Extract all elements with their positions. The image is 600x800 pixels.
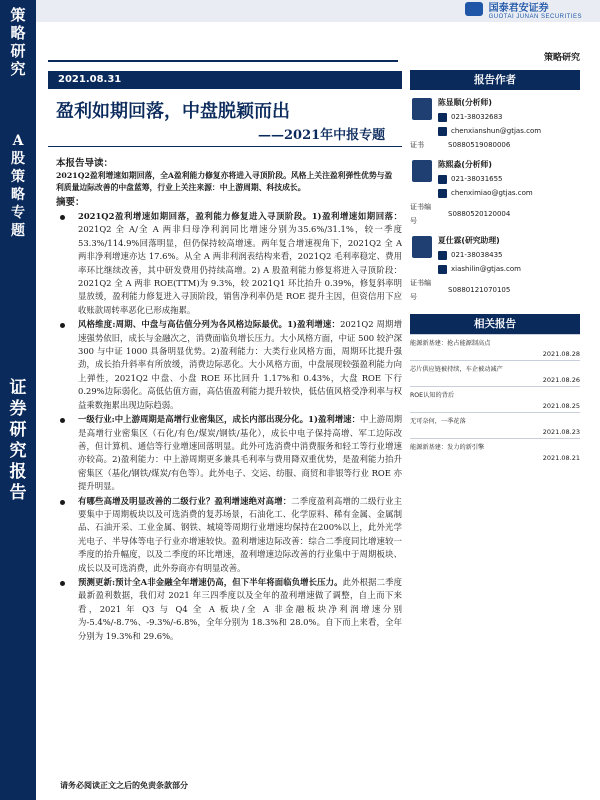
related-report-title[interactable]: 芯片供应链被持续，车企被动减产 xyxy=(410,366,503,373)
phone-icon xyxy=(438,251,447,260)
guide-text: 2021Q2盈利增速如期回落，全A盈利能力修复亦将进入寻顶阶段。风格上关注盈利弹性优势与盈利质量边际改善的中盘蓝筹，行业上关注来源：中上游周期、科技成长。 xyxy=(56,171,393,192)
related-report-title[interactable]: 能源新基建：抢占能源制高点 xyxy=(410,340,491,347)
report-date: 2021.08.31 xyxy=(48,71,402,89)
related-report[interactable] xyxy=(410,360,580,386)
cert-number: S0880520120004 xyxy=(448,210,511,218)
sidebar-label-bottom: 证 券 研 究 报 告 xyxy=(9,378,27,503)
related-report-date: 2021.08.23 xyxy=(542,428,580,436)
analyst-phone: 021-38031655 xyxy=(451,175,503,183)
item-heading: 一级行业:中上游周期是高增行业密集区，成长内部出现分化。1)盈利增速： xyxy=(78,414,360,425)
abstract-list xyxy=(54,210,402,644)
page-title: 盈利如期回落，中盘脱颖而出 xyxy=(56,101,290,122)
phone-icon xyxy=(438,175,447,184)
item-text: 中上游周期是高增行业密集区（石化/有色/煤炭/钢铁/基化），成长中电子保持高增、军工边际改善，但计算机、通信等行业增速回落明显。此外可选消费中消费服务和轻工等行业增速亦较高。2)盈利能力：中上游周期更多兼具毛利率与费用降双重优势，是盈利能力抬升密集区（基化/钢铁/煤炭/有色等）。此外电子、交运、纺服、商贸和非银等行业 ROE 亦提升明显。 xyxy=(78,414,402,492)
right-column xyxy=(410,70,580,464)
analyst-card xyxy=(410,158,580,228)
guide-label: 本报告导读： xyxy=(56,158,114,169)
analyst-phone: 021-38032683 xyxy=(451,113,503,121)
email-icon xyxy=(438,189,447,198)
email-icon xyxy=(438,127,447,136)
abstract-label: 摘要： xyxy=(56,197,85,208)
avatar xyxy=(412,236,432,258)
related-report-date: 2021.08.28 xyxy=(542,350,580,358)
divider xyxy=(48,146,402,147)
analyst-name: 陈显顺(分析师) xyxy=(438,98,492,107)
cert-number: S0880519080006 xyxy=(448,141,511,149)
cert-number: S0880121070105 xyxy=(448,286,511,294)
item-text: 2021Q2 全 A/全 A 两非归母净利润同比增速分别为35.6%/31.1%，较一季度 53.3%/114.9%回落明显，但仍保持较高增速。两年复合增速视角下，2021Q2 全 A 两非净利增速亦达 17.6%。从全 A 两非利润表结构来看，2021Q2 毛利率稳定、费用率环比继续改善，其中研发费用仍持续高增。2) A 股盈利能力修复将进入寻顶阶段：2021Q2 全 A 两非 ROE(TTM)为 9.3%，较 2021Q1 环比抬升 0.39%，修复斜率明显放缓，盈利能力修复进入寻顶阶段，销售净利率仍是 ROE 提升主因，但资信用下应收账款周转率恶化已形成拖累。 xyxy=(78,224,402,315)
analyst-email[interactable]: chenximiao@gtjas.com xyxy=(451,189,533,197)
abstract-item xyxy=(54,210,402,317)
abstract-item xyxy=(54,495,402,575)
item-text: 2021Q2 周期增速强势依旧，成长与金融次之，消费面临负增长压力。大小风格方面，中证 500 较沪深 300 与中证 1000 具备明显优势。2)盈利能力：大类行业风格方面，周期环比提升强劲，成长抬升斜率有所放缓，消费边际恶化。大小风格方面，中盘展现较强盈利能力向上弹性，2021Q2 中盘、小盘 ROE 环比回升 1.17%和 0.43%，大盘 ROE 下行 0.29%边际弱化。高低估值方面，高估值盈利能力提升较快，低估值风格受净利率与权益乘数拖累出现边际趋弱。 xyxy=(78,319,403,410)
related-report-title[interactable]: 能源新基建：发力的新引擎 xyxy=(410,444,485,451)
email-icon xyxy=(438,265,447,274)
analyst-name: 陈熙淼(分析师) xyxy=(438,160,492,169)
analyst-phone: 021-38038435 xyxy=(451,251,503,259)
related-report-title[interactable]: ROE认知的背后 xyxy=(410,392,455,399)
cert-label: 证书编号 xyxy=(410,203,431,225)
related-report-date: 2021.08.21 xyxy=(542,454,580,462)
analyst-email[interactable]: chenxianshun@gtjas.com xyxy=(451,127,542,135)
sidebar-label-top: 策 略 研 究 xyxy=(10,6,26,78)
abstract-item xyxy=(54,318,402,412)
related-header: 相关报告 xyxy=(410,314,580,334)
related-report[interactable] xyxy=(410,334,580,360)
item-heading: 预测更新:预计全A非金融全年增速仍高，但下半年将面临负增长压力。 xyxy=(78,576,343,587)
abstract-item xyxy=(54,576,402,643)
analyst-card xyxy=(410,96,580,152)
authors-header: 报告作者 xyxy=(410,70,580,90)
bullet-icon xyxy=(60,500,65,505)
cert-label: 证书编号 xyxy=(410,279,431,301)
brand-name-cn: 国泰君安证券 xyxy=(488,2,549,14)
section-tag: 策略研究 xyxy=(543,53,580,63)
brand-name-en: GUOTAI JUNAN SECURITIES xyxy=(488,13,582,20)
analyst-email[interactable]: xiashilin@gtjas.com xyxy=(451,265,521,273)
item-heading: 2021Q2盈利增速如期回落，盈利能力修复进入寻顶阶段。1)盈利增速如期回落： xyxy=(78,211,402,221)
disclaimer: 请务必阅读正文之后的免责条款部分 xyxy=(60,781,188,790)
item-heading: 风格维度:周期、中盘与高估值分列为各风格边际最优。1)盈利增速： xyxy=(78,319,341,330)
analyst-name: 夏仕霖(研究助理) xyxy=(438,236,500,245)
abstract-item xyxy=(54,413,402,493)
item-text: 二季度盈利高增的二级行业主要集中于周期板块以及可选消费的复苏场景，石油化工、化学原料、稀有金属、金属制品、石油开采、工业金属、钢铁、城境等周期行业增速均保持在200%以上，此外光学光电子、半导体等电子行业亦增速较快。盈利增速边际改善：综合二季度同比增速较一季度的抬升幅度，以及二季度的环比增速，盈利增速边际改善的行业集中于周期板块、成长以及可选消费，此外券商亦有明显改善。 xyxy=(78,495,403,573)
header-bar xyxy=(36,0,600,22)
avatar xyxy=(412,98,432,120)
bullet-icon xyxy=(60,215,65,220)
logo-icon xyxy=(465,2,483,16)
analyst-card xyxy=(410,234,580,304)
related-report-date: 2021.08.25 xyxy=(542,402,580,410)
bullet-icon xyxy=(60,323,65,328)
related-report-title[interactable]: 无可奈何，一季花落 xyxy=(410,418,466,425)
related-reports xyxy=(410,314,580,464)
divider xyxy=(48,60,398,62)
item-text: 此外根据二季度最新盈利数据，我们对 2021 年三四季度以及全年的盈利增速做了调整，自上而下来看，2021 年 Q3 与 Q4 全 A 板块/全 A 非金融板块净利润增速分别为-5.4%/-8.7%、-9.3%/-6.8%，全年分别为 18.3%和 28.0%。自下而上来看，全年分别为 19.3%和 29.6%。 xyxy=(78,576,402,641)
sidebar xyxy=(0,0,36,800)
related-report-date: 2021.08.26 xyxy=(542,376,580,384)
related-report[interactable] xyxy=(410,386,580,412)
related-report[interactable] xyxy=(410,412,580,438)
item-heading: 有哪些高增及明显改善的二级行业？盈利增速绝对高增： xyxy=(78,495,292,506)
bullet-icon xyxy=(60,581,65,586)
page-subtitle: ——2021年中报专题 xyxy=(258,128,386,143)
cert-label: 证书 xyxy=(410,141,424,149)
related-report[interactable] xyxy=(410,438,580,464)
avatar xyxy=(412,160,432,182)
brand-logo xyxy=(465,0,582,18)
sidebar-label-mid: A 股 策 略 专 题 xyxy=(11,133,25,239)
phone-icon xyxy=(438,113,447,122)
bullet-icon xyxy=(60,418,65,423)
